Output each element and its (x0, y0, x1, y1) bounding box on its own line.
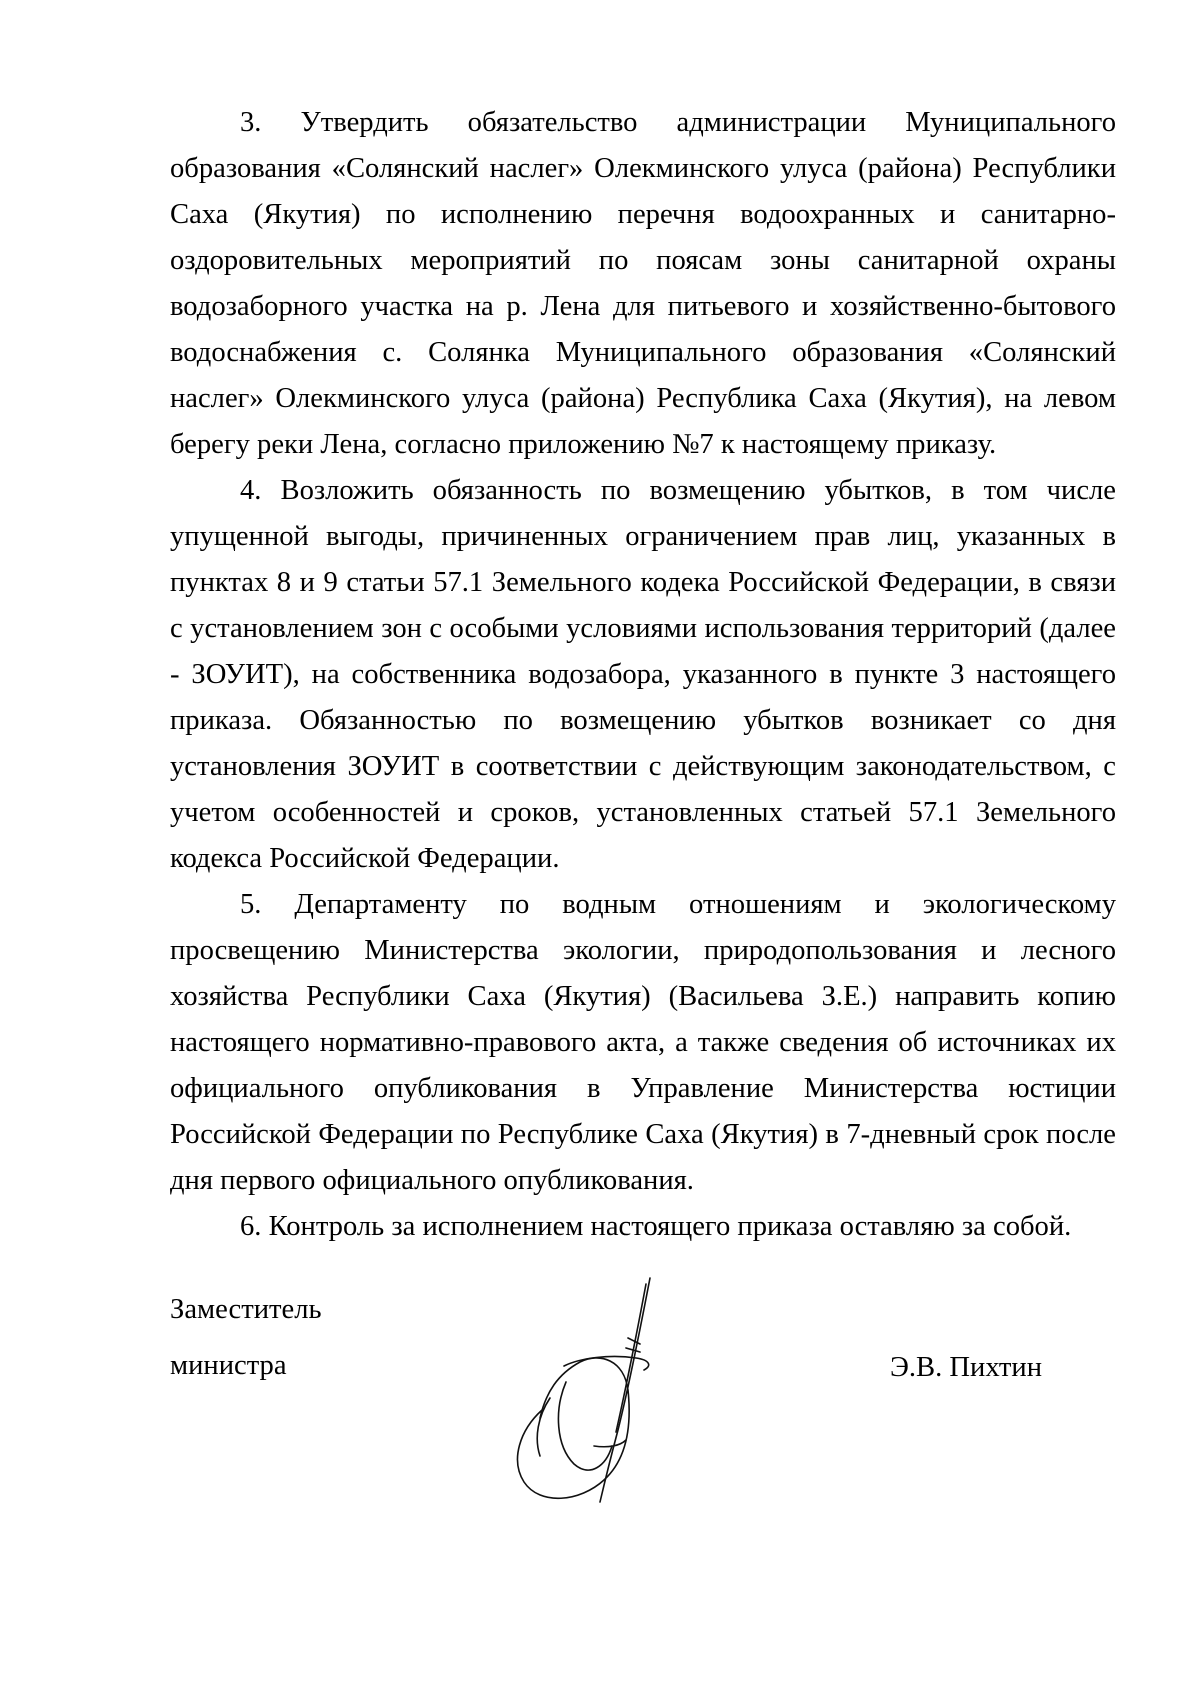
paragraph-3: 3. Утвердить обязательство администрации Муниципального образования «Солянский наслег» Олекминского улуса (района) Республики Саха (Якутия) по исполнению перечня водоохранных и санитарно-оздоровительных мероприятий по поясам зоны санитарной охраны водозаборного участка на р. Лена для питьевого и хозяйственно-бытового водоснабжения с. Солянка Муниципального образования «Солянский наслег» Олекминского улуса (района) Республика Саха (Якутия), на левом берегу реки Лена, согласно приложению №7 к настоящему приказу. (170, 107, 1116, 460)
signature-block (170, 1290, 1116, 1550)
paragraph-6: 6. Контроль за исполнением настоящего приказа оставляю за собой. (240, 1211, 1072, 1242)
document-body (170, 100, 1116, 1250)
handwritten-signature-icon (500, 1270, 730, 1520)
signer-name: Э.В. Пихтин (890, 1352, 1043, 1383)
signer-position-line2: министра (170, 1350, 287, 1381)
signer-position-line1: Заместитель (170, 1294, 322, 1325)
paragraph-5: 5. Департаменту по водным отношениям и экологическому просвещению Министерства экологии, природопользования и лесного хозяйства Республики Саха (Якутия) (Васильева З.Е.) направить копию настоящего нормативно-правового акта, а также сведения об источниках их официального опубликования в Управление Министерства юстиции Российской Федерации по Республике Саха (Якутия) в 7-дневный срок после дня первого официального опубликования. (170, 889, 1116, 1196)
paragraph-4: 4. Возложить обязанность по возмещению убытков, в том числе упущенной выгоды, причиненных ограничением прав лиц, указанных в пунктах 8 и 9 статьи 57.1 Земельного кодека Российской Федерации, в связи с установлением зон с особыми условиями использования территорий (далее - ЗОУИТ), на собственника водозабора, указанного в пункте 3 настоящего приказа. Обязанностью по возмещению убытков возникает со дня установления ЗОУИТ в соответствии с действующим законодательством, с учетом особенностей и сроков, установленных статьей 57.1 Земельного кодекса Российской Федерации. (170, 475, 1116, 874)
